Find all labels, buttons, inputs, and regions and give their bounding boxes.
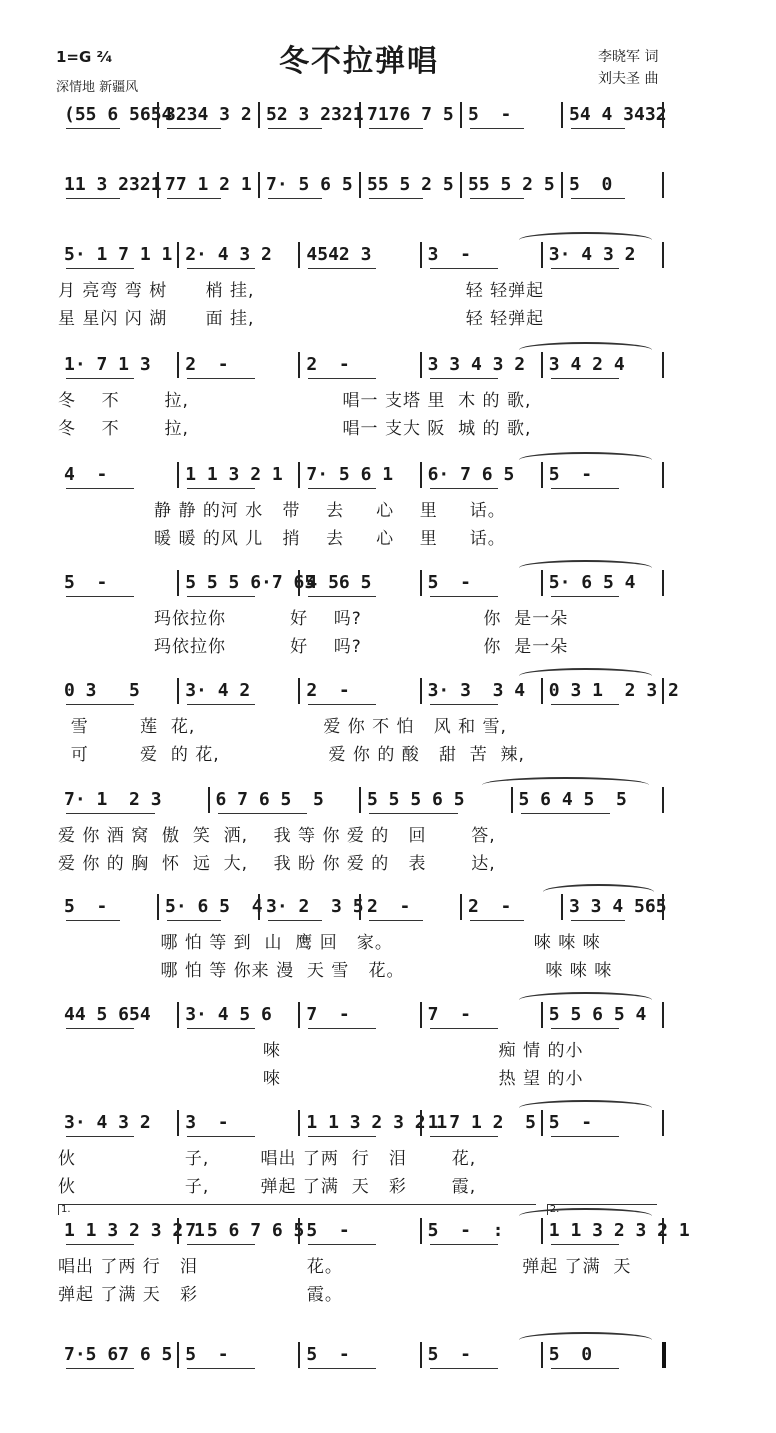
- beam-line: [167, 920, 221, 921]
- bar-line: [208, 787, 210, 813]
- measure: 7· 5 6 1: [306, 464, 394, 485]
- bar-line: [561, 102, 563, 128]
- measure: 3 3 4 3 2: [427, 354, 526, 375]
- measure: 7 -: [427, 1004, 471, 1025]
- bar-line: [662, 570, 664, 596]
- measure: 1 1 3 2 1: [185, 464, 283, 485]
- measure: 5 5 6 5 4: [548, 1004, 647, 1025]
- measure: 5 -: [64, 896, 108, 917]
- volta-second: 2.: [547, 1204, 657, 1215]
- bar-line: [561, 172, 563, 198]
- beam-line: [369, 198, 423, 199]
- measure: 5 -: [306, 1220, 350, 1241]
- bar-line: [460, 102, 462, 128]
- measure: 7 5 6 7 6 5: [185, 1220, 305, 1241]
- bar-line: [662, 352, 664, 378]
- slur-arc: [519, 668, 652, 684]
- measure: 54 4 3432: [569, 104, 667, 125]
- bar-line: [662, 1218, 664, 1244]
- measure: 7· 1 2 3: [64, 789, 162, 810]
- beam-line: [308, 378, 376, 379]
- bar-line: [177, 678, 179, 704]
- lyric-line: 爱 你 的 胸 怀 远 大, 我 盼 你 爱 的 表 达,: [58, 854, 496, 874]
- song-title: 冬不拉弹唱: [279, 44, 439, 79]
- beam-line: [430, 704, 498, 705]
- bar-line: [177, 352, 179, 378]
- beam-line: [551, 1028, 619, 1029]
- lyric-line: 可 爱 的 花, 爱 你 的 酸 甜 苦 辣,: [58, 745, 525, 765]
- beam-line: [66, 198, 120, 199]
- beam-line: [430, 268, 498, 269]
- note-line: [0, 1204, 718, 1246]
- beam-line: [308, 704, 376, 705]
- beam-line: [308, 268, 376, 269]
- measure: 6· 7 6 5: [427, 464, 515, 485]
- measure: 55 5 2 5: [367, 174, 454, 195]
- measure: 5 5 5 6·7 65: [185, 572, 316, 593]
- beam-line: [470, 198, 524, 199]
- measure: 3· 4 3 2: [64, 1112, 151, 1133]
- measure: 4 -: [64, 464, 108, 485]
- lyric-line: 玛依拉你 好 吗? 你 是一朵: [58, 609, 569, 629]
- lyric-line: 冬 不 拉, 唱一 支塔 里 木 的 歌,: [58, 391, 532, 411]
- slur-arc: [482, 777, 649, 793]
- beam-line: [187, 1368, 255, 1369]
- measure: 0 3 5: [64, 680, 140, 701]
- bar-line: [460, 894, 462, 920]
- slur-arc: [519, 342, 652, 358]
- measure: 55 5 2 5: [468, 174, 555, 195]
- bar-line: [177, 1002, 179, 1028]
- note-line: [0, 170, 718, 200]
- beam-line: [551, 378, 619, 379]
- beam-line: [551, 704, 619, 705]
- measure: 5 0: [548, 1344, 593, 1365]
- measure: 4542 3: [306, 244, 372, 265]
- beam-line: [66, 378, 134, 379]
- measure: 2 -: [468, 896, 512, 917]
- note-line: [0, 676, 718, 706]
- bar-line: [662, 1002, 664, 1028]
- beam-line: [521, 813, 610, 814]
- lyric-line: 暖 暖 的风 儿 捎 去 心 里 话。: [58, 529, 506, 549]
- bar-line: [359, 172, 361, 198]
- bar-line: [420, 242, 422, 268]
- beam-line: [308, 1136, 376, 1137]
- slur-arc: [519, 452, 652, 468]
- beam-line: [66, 488, 134, 489]
- lyric-line: 唻 痴 情 的小: [58, 1041, 584, 1061]
- beam-line: [66, 704, 134, 705]
- measure: 3· 4 5 6: [185, 1004, 272, 1025]
- key-signature: 1=G ²⁄₄: [56, 48, 113, 66]
- slur-arc: [519, 1100, 652, 1116]
- bar-line: [662, 102, 664, 128]
- bar-line: [420, 1002, 422, 1028]
- measure: 77 1 2 1: [165, 174, 252, 195]
- measure: 5 5 5 6 5: [367, 789, 465, 810]
- bar-line: [177, 1218, 179, 1244]
- bar-line: [298, 1342, 300, 1368]
- beam-line: [66, 1136, 134, 1137]
- bar-line: [177, 462, 179, 488]
- note-line: [0, 892, 718, 922]
- measure: 2 -: [367, 896, 411, 917]
- beam-line: [187, 378, 255, 379]
- bar-line: [298, 1110, 300, 1136]
- measure: 5 -: [427, 1344, 471, 1365]
- lyric-line: 唻 热 望 的小: [58, 1069, 584, 1089]
- bar-line: [460, 172, 462, 198]
- lyric-line: 唱出 了两 行 泪 花。 弹起 了满 天: [58, 1257, 632, 1277]
- measure: 5 -: [306, 1344, 350, 1365]
- measure: (55 6 5654: [64, 104, 173, 125]
- beam-line: [66, 1368, 134, 1369]
- bar-line: [420, 570, 422, 596]
- measure: 3· 4 2: [185, 680, 251, 701]
- measure: 5 -: [548, 464, 593, 485]
- lyric-line: 冬 不 拉, 唱一 支大 阪 城 的 歌,: [58, 419, 532, 439]
- beam-line: [430, 378, 498, 379]
- measure: 7176 7 5: [367, 104, 454, 125]
- beam-line: [167, 128, 221, 129]
- beam-line: [66, 920, 120, 921]
- measure: 1 1 3 2 3 2 1: [306, 1112, 448, 1133]
- bar-line: [420, 462, 422, 488]
- beam-line: [430, 1368, 498, 1369]
- beam-line: [470, 128, 524, 129]
- bar-line: [359, 894, 361, 920]
- note-line: [0, 1108, 718, 1138]
- measure: 1· 7 1 3: [64, 354, 151, 375]
- beam-line: [430, 1136, 498, 1137]
- measure: 5 -: [427, 572, 471, 593]
- bar-line: [177, 1342, 179, 1368]
- slur-arc: [519, 232, 652, 248]
- beam-line: [430, 1244, 498, 1245]
- beam-line: [369, 128, 423, 129]
- beam-line: [218, 813, 307, 814]
- measure: 0 3 1 2 3 2: [548, 680, 679, 701]
- composer-credit: 刘夫圣 曲: [598, 71, 659, 87]
- bar-line: [298, 242, 300, 268]
- bar-line: [359, 787, 361, 813]
- note-line: [0, 240, 718, 270]
- beam-line: [369, 920, 423, 921]
- beam-line: [430, 1028, 498, 1029]
- bar-line: [177, 242, 179, 268]
- measure: 1 1 3 2 3 2 1: [64, 1220, 205, 1241]
- bar-line: [662, 894, 664, 920]
- beam-line: [187, 596, 255, 597]
- measure: 2· 4 3 2: [185, 244, 272, 265]
- bar-line: [420, 352, 422, 378]
- measure: 5 -: [185, 1344, 229, 1365]
- beam-line: [187, 268, 255, 269]
- slur-arc: [519, 1332, 652, 1348]
- volta-first: 1.: [58, 1204, 536, 1215]
- lyric-line: 星 星闪 闪 湖 面 挂, 轻 轻弹起: [58, 309, 545, 329]
- measure: 7· 5 6 5: [266, 174, 353, 195]
- bar-line: [157, 172, 159, 198]
- note-line: [0, 1340, 718, 1370]
- measure: 6 7 6 5 5: [215, 789, 324, 810]
- bar-line: [298, 570, 300, 596]
- bar-line: [662, 462, 664, 488]
- beam-line: [571, 920, 625, 921]
- bar-line: [662, 242, 664, 268]
- beam-line: [187, 1244, 255, 1245]
- bar-line: [177, 1110, 179, 1136]
- slur-arc: [543, 884, 654, 900]
- measure: 5 0: [569, 174, 613, 195]
- tempo-mood: 深情地 新疆风: [56, 80, 139, 95]
- measure: 3 -: [427, 244, 471, 265]
- bar-line: [157, 894, 159, 920]
- lyric-line: 玛依拉你 好 吗? 你 是一朵: [58, 637, 569, 657]
- beam-line: [66, 128, 120, 129]
- measure: 1 1 3 2 3 2 1: [548, 1220, 690, 1241]
- beam-line: [308, 1368, 376, 1369]
- measure: 4 56 5: [306, 572, 372, 593]
- beam-line: [571, 198, 625, 199]
- lyricist-credit: 李晓军 词: [598, 49, 659, 65]
- bar-line: [298, 1002, 300, 1028]
- slur-arc: [519, 992, 652, 1008]
- beam-line: [571, 128, 625, 129]
- measure: 3· 4 3 2: [548, 244, 636, 265]
- beam-line: [551, 1136, 619, 1137]
- note-line: [0, 785, 718, 815]
- measure: 5 -: [64, 572, 108, 593]
- bar-line: [662, 678, 664, 704]
- bar-line: [258, 102, 260, 128]
- beam-line: [268, 920, 322, 921]
- beam-line: [66, 596, 134, 597]
- lyric-line: 月 亮弯 弯 树 梢 挂, 轻 轻弹起: [58, 281, 545, 301]
- bar-line: [359, 102, 361, 128]
- measure: 3· 2 3 5: [266, 896, 364, 917]
- beam-line: [187, 1136, 255, 1137]
- bar-line: [298, 1218, 300, 1244]
- beam-line: [66, 1244, 134, 1245]
- bar-line: [420, 678, 422, 704]
- lyric-line: 弹起 了满 天 彩 霞。: [58, 1285, 343, 1305]
- bar-line: [662, 787, 664, 813]
- measure: 2 -: [185, 354, 229, 375]
- bar-line: [258, 894, 260, 920]
- bar-line: [662, 1342, 666, 1368]
- measure: 11 3 2321: [64, 174, 162, 195]
- beam-line: [187, 704, 255, 705]
- measure: 3 4 2 4: [548, 354, 625, 375]
- lyric-line: 静 静 的河 水 带 去 心 里 话。: [58, 501, 506, 521]
- measure: 44 5 654: [64, 1004, 151, 1025]
- measure: 5 - :: [427, 1220, 504, 1241]
- beam-line: [551, 596, 619, 597]
- measure: 5· 6 5 4: [165, 896, 263, 917]
- beam-line: [66, 813, 155, 814]
- beam-line: [551, 1368, 619, 1369]
- measure: 7 -: [306, 1004, 350, 1025]
- bar-line: [420, 1110, 422, 1136]
- bar-line: [420, 1218, 422, 1244]
- bar-line: [298, 352, 300, 378]
- measure: 2 -: [306, 680, 350, 701]
- beam-line: [551, 1244, 619, 1245]
- bar-line: [662, 1110, 664, 1136]
- measure: 3 3 4 565: [569, 896, 667, 917]
- beam-line: [167, 198, 221, 199]
- beam-line: [430, 596, 498, 597]
- beam-line: [187, 488, 255, 489]
- note-line: [0, 460, 718, 490]
- measure: 5 6 4 5 5: [518, 789, 627, 810]
- measure: 52 3 2321: [266, 104, 364, 125]
- beam-line: [308, 1028, 376, 1029]
- beam-line: [551, 488, 619, 489]
- beam-line: [430, 488, 498, 489]
- note-line: [0, 568, 718, 598]
- measure: 3234 3 2: [165, 104, 252, 125]
- measure: 5· 6 5 4: [548, 572, 636, 593]
- measure: 1 7 1 2 5: [427, 1112, 536, 1133]
- lyric-line: 爱 你 酒 窝 傲 笑 洒, 我 等 你 爱 的 回 答,: [58, 826, 496, 846]
- note-line: [0, 100, 718, 130]
- measure: 3· 3 3 4: [427, 680, 526, 701]
- note-line: [0, 350, 718, 380]
- measure: 5· 1 7 1 1: [64, 244, 173, 265]
- bar-line: [157, 102, 159, 128]
- beam-line: [268, 198, 322, 199]
- bar-line: [298, 678, 300, 704]
- bar-line: [258, 172, 260, 198]
- bar-line: [177, 570, 179, 596]
- beam-line: [66, 1028, 134, 1029]
- measure: 5 -: [468, 104, 512, 125]
- beam-line: [308, 596, 376, 597]
- beam-line: [268, 128, 322, 129]
- lyric-line: 哪 怕 等 你来 漫 天 雪 花。 唻 唻 唻: [58, 961, 613, 981]
- note-line: [0, 1000, 718, 1030]
- beam-line: [551, 268, 619, 269]
- beam-line: [66, 268, 134, 269]
- lyric-line: 伙 子, 弹起 了满 天 彩 霞,: [58, 1177, 477, 1197]
- measure: 5 -: [548, 1112, 593, 1133]
- beam-line: [470, 920, 524, 921]
- measure: 3 -: [185, 1112, 229, 1133]
- beam-line: [369, 813, 458, 814]
- measure: 2 -: [306, 354, 350, 375]
- lyric-line: 哪 怕 等 到 山 鹰 回 家。 唻 唻 唻: [58, 933, 601, 953]
- measure: 7·5 67 6 5: [64, 1344, 173, 1365]
- bar-line: [420, 1342, 422, 1368]
- beam-line: [308, 1244, 376, 1245]
- lyric-line: 雪 莲 花, 爱 你 不 怕 风 和 雪,: [58, 717, 507, 737]
- lyric-line: 伙 子, 唱出 了两 行 泪 花,: [58, 1149, 477, 1169]
- bar-line: [662, 172, 664, 198]
- beam-line: [308, 488, 376, 489]
- beam-line: [187, 1028, 255, 1029]
- bar-line: [298, 462, 300, 488]
- slur-arc: [519, 560, 652, 576]
